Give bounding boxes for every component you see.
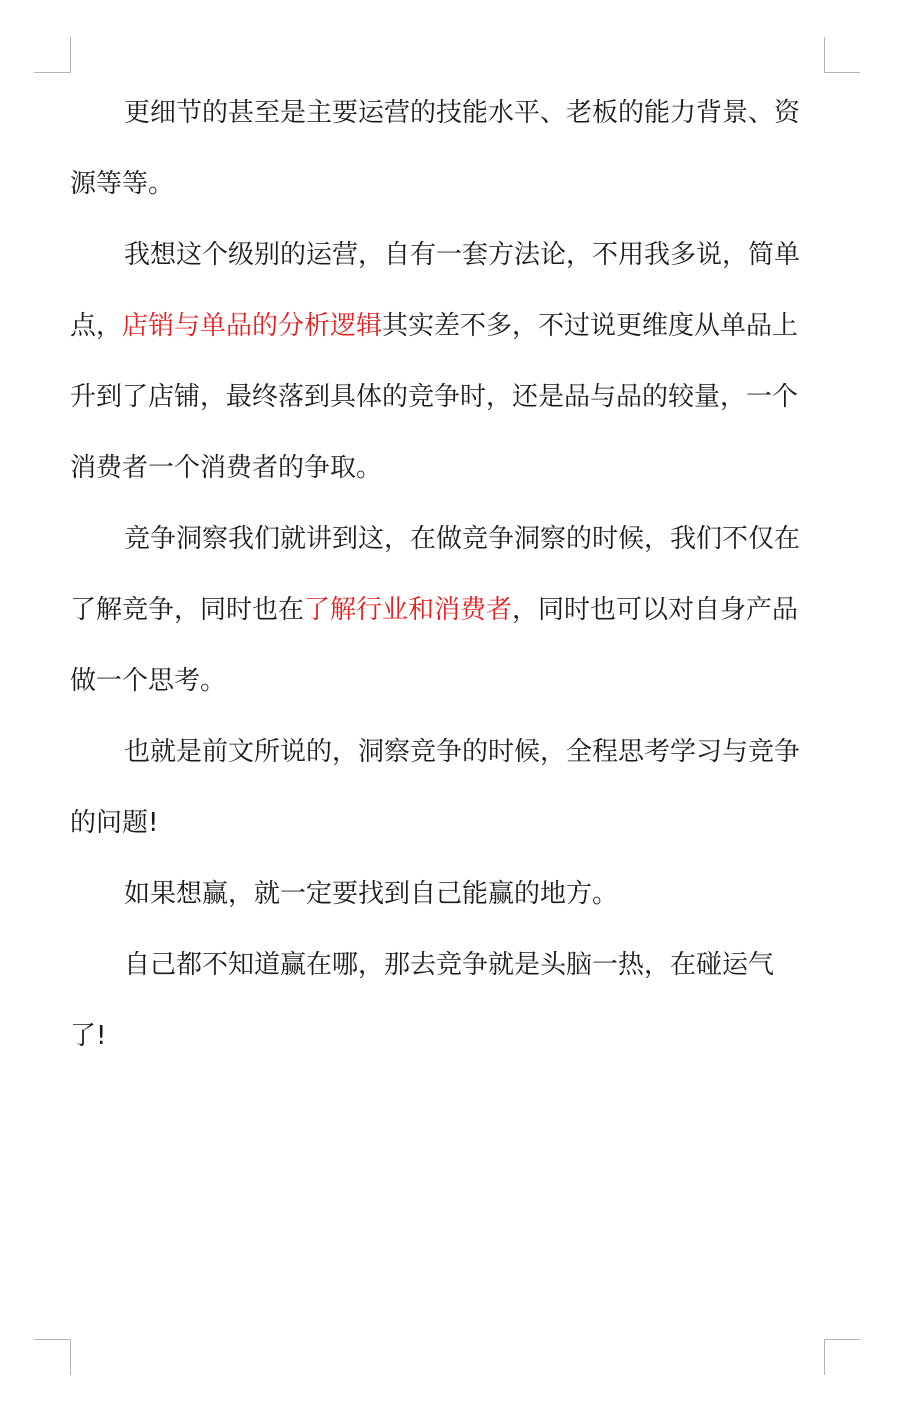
text-line — [70, 220, 826, 291]
text-segment: 的问题! — [70, 808, 159, 838]
text-segment: 也就是前文所说的，洞察竞争的时候，全程思考学习与竞争 — [124, 737, 801, 767]
paragraph — [70, 717, 826, 859]
crop-mark-bottom-right-h — [824, 1339, 860, 1340]
text-segment: 做一个思考。 — [70, 666, 227, 696]
text-segment: 源等等。 — [70, 169, 175, 199]
text-line — [70, 291, 826, 362]
text-segment: ，同时也可以对自身产品 — [512, 595, 799, 625]
text-line — [70, 717, 826, 788]
paragraph — [70, 504, 826, 717]
text-segment: 更细节的甚至是主要运营的技能水平、老板的能力背景、资 — [124, 98, 801, 128]
text-line — [70, 575, 826, 646]
text-line — [70, 149, 826, 220]
paragraph — [70, 859, 826, 930]
paragraph — [70, 78, 826, 220]
highlighted-text: 了解行业和消费者 — [304, 595, 513, 625]
crop-mark-bottom-left-h — [34, 1339, 70, 1340]
highlighted-text: 店销与单品的分析逻辑 — [122, 311, 383, 341]
text-line — [70, 433, 826, 504]
crop-mark-top-left-v — [70, 37, 71, 73]
text-segment: 我想这个级别的运营，自有一套方法论，不用我多说，简单 — [124, 240, 801, 270]
text-segment: 竞争洞察我们就讲到这，在做竞争洞察的时候，我们不仅在 — [124, 524, 801, 554]
text-segment: 升到了店铺，最终落到具体的竞争时，还是品与品的较量，一个 — [70, 382, 799, 412]
text-line — [70, 788, 826, 859]
text-line — [70, 859, 826, 930]
text-line — [70, 504, 826, 575]
paragraph — [70, 930, 826, 1072]
text-line — [70, 646, 826, 717]
text-segment: 了! — [70, 1021, 107, 1051]
crop-mark-top-right-h — [824, 72, 860, 73]
crop-mark-top-right-v — [824, 37, 825, 73]
crop-mark-top-left-h — [34, 72, 70, 73]
text-segment: 其实差不多，不过说更维度从单品上 — [382, 311, 799, 341]
text-line — [70, 362, 826, 433]
paragraph — [70, 220, 826, 504]
text-segment: 了解竞争，同时也在 — [70, 595, 305, 625]
text-segment: 如果想赢，就一定要找到自己能赢的地方。 — [124, 879, 619, 909]
text-segment: 自己都不知道赢在哪，那去竞争就是头脑一热，在碰运气 — [124, 950, 775, 980]
text-segment: 点， — [70, 311, 123, 341]
crop-mark-bottom-left-v — [70, 1339, 71, 1375]
text-line — [70, 1001, 826, 1072]
crop-mark-bottom-right-v — [824, 1339, 825, 1375]
text-segment: 消费者一个消费者的争取。 — [70, 453, 383, 483]
document-body — [70, 78, 826, 1072]
text-line — [70, 930, 826, 1001]
text-line — [70, 78, 826, 149]
